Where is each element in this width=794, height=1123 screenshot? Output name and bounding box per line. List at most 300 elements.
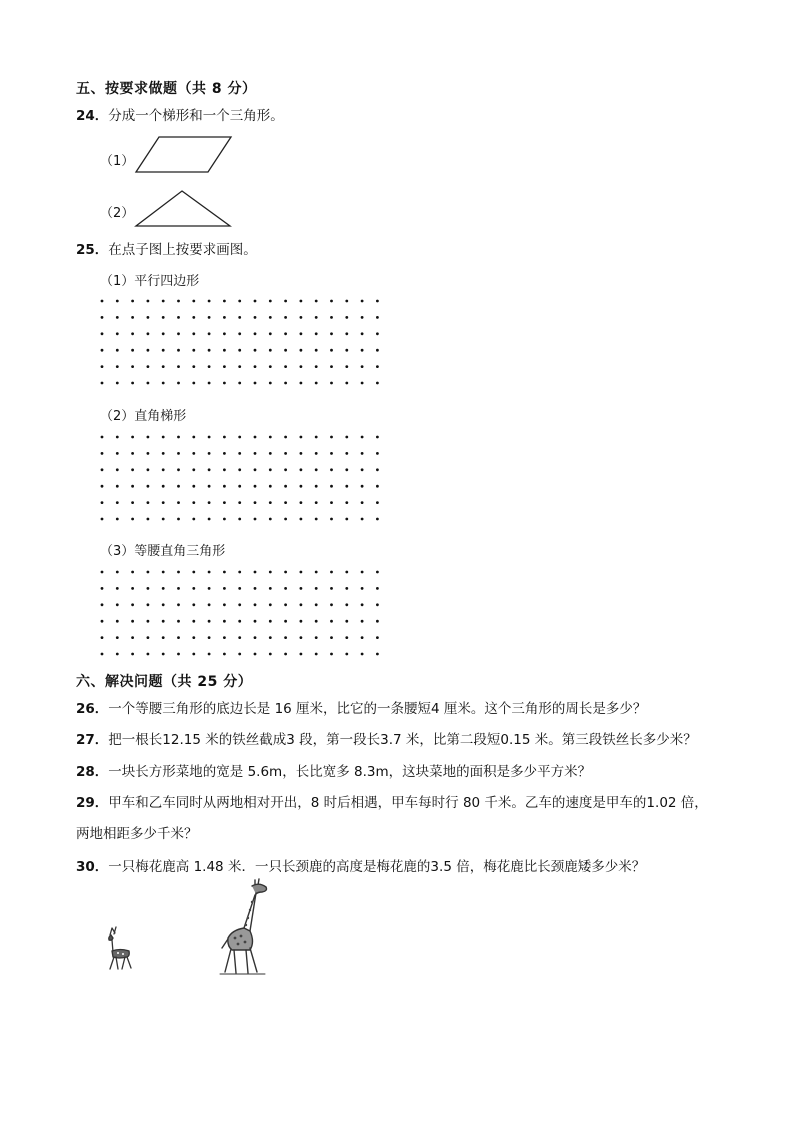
grid-dot[interactable] — [254, 587, 257, 590]
grid-dot[interactable] — [300, 332, 303, 335]
grid-dot[interactable] — [192, 332, 195, 335]
grid-dot[interactable] — [284, 485, 287, 488]
grid-dot[interactable] — [192, 587, 195, 590]
grid-dot[interactable] — [238, 603, 241, 606]
grid-dot[interactable] — [208, 382, 211, 385]
grid-dot[interactable] — [254, 571, 257, 574]
grid-dot[interactable] — [345, 587, 348, 590]
grid-dot[interactable] — [330, 349, 333, 352]
grid-dot[interactable] — [376, 332, 379, 335]
grid-dot[interactable] — [162, 332, 165, 335]
grid-dot[interactable] — [131, 436, 134, 439]
grid-dot[interactable] — [361, 300, 364, 303]
grid-dot[interactable] — [315, 468, 318, 471]
grid-dot[interactable] — [101, 636, 104, 639]
grid-dot[interactable] — [162, 518, 165, 521]
grid-dot[interactable] — [330, 653, 333, 656]
grid-dot[interactable] — [330, 468, 333, 471]
grid-dot[interactable] — [223, 571, 226, 574]
grid-dot[interactable] — [147, 332, 150, 335]
grid-dot[interactable] — [101, 485, 104, 488]
grid-dot[interactable] — [223, 518, 226, 521]
grid-dot[interactable] — [147, 349, 150, 352]
grid-dot[interactable] — [361, 468, 364, 471]
grid-dot[interactable] — [284, 300, 287, 303]
grid-dot[interactable] — [192, 436, 195, 439]
grid-dot[interactable] — [345, 300, 348, 303]
grid-dot[interactable] — [330, 571, 333, 574]
grid-dot[interactable] — [101, 316, 104, 319]
grid-dot[interactable] — [315, 365, 318, 368]
grid-dot[interactable] — [208, 349, 211, 352]
grid-dot[interactable] — [345, 349, 348, 352]
grid-dot[interactable] — [269, 485, 272, 488]
grid-dot[interactable] — [116, 653, 119, 656]
grid-dot[interactable] — [162, 382, 165, 385]
grid-dot[interactable] — [223, 587, 226, 590]
grid-dot[interactable] — [223, 382, 226, 385]
grid-dot[interactable] — [254, 316, 257, 319]
grid-dot[interactable] — [131, 636, 134, 639]
grid-dot[interactable] — [192, 518, 195, 521]
grid-dot[interactable] — [101, 587, 104, 590]
grid-dot[interactable] — [162, 365, 165, 368]
grid-dot[interactable] — [376, 349, 379, 352]
grid-dot[interactable] — [177, 382, 180, 385]
grid-dot[interactable] — [101, 603, 104, 606]
grid-dot[interactable] — [208, 653, 211, 656]
grid-dot[interactable] — [147, 518, 150, 521]
grid-dot[interactable] — [254, 653, 257, 656]
grid-dot[interactable] — [376, 571, 379, 574]
grid-dot[interactable] — [131, 518, 134, 521]
grid-dot[interactable] — [162, 349, 165, 352]
grid-dot[interactable] — [284, 316, 287, 319]
grid-dot[interactable] — [192, 300, 195, 303]
grid-dot[interactable] — [208, 316, 211, 319]
grid-dot[interactable] — [162, 468, 165, 471]
grid-dot[interactable] — [208, 620, 211, 623]
grid-dot[interactable] — [238, 332, 241, 335]
grid-dot[interactable] — [177, 501, 180, 504]
grid-dot[interactable] — [208, 436, 211, 439]
grid-dot[interactable] — [147, 501, 150, 504]
grid-dot[interactable] — [208, 300, 211, 303]
grid-dot[interactable] — [345, 518, 348, 521]
grid-dot[interactable] — [223, 349, 226, 352]
grid-dot[interactable] — [376, 587, 379, 590]
dot-grid-1[interactable] — [96, 295, 396, 390]
grid-dot[interactable] — [254, 485, 257, 488]
grid-dot[interactable] — [376, 620, 379, 623]
grid-dot[interactable] — [269, 603, 272, 606]
grid-dot[interactable] — [131, 382, 134, 385]
grid-dot[interactable] — [254, 382, 257, 385]
grid-dot[interactable] — [101, 571, 104, 574]
grid-dot[interactable] — [192, 603, 195, 606]
grid-dot[interactable] — [330, 300, 333, 303]
grid-dot[interactable] — [116, 571, 119, 574]
grid-dot[interactable] — [300, 501, 303, 504]
grid-dot[interactable] — [376, 603, 379, 606]
grid-dot[interactable] — [147, 468, 150, 471]
grid-dot[interactable] — [208, 501, 211, 504]
grid-dot[interactable] — [376, 316, 379, 319]
grid-dot[interactable] — [345, 636, 348, 639]
grid-dot[interactable] — [300, 653, 303, 656]
grid-dot[interactable] — [300, 571, 303, 574]
grid-dot[interactable] — [177, 436, 180, 439]
grid-dot[interactable] — [330, 436, 333, 439]
grid-dot[interactable] — [330, 501, 333, 504]
grid-dot[interactable] — [192, 349, 195, 352]
grid-dot[interactable] — [116, 636, 119, 639]
grid-dot[interactable] — [223, 452, 226, 455]
grid-dot[interactable] — [162, 300, 165, 303]
grid-dot[interactable] — [177, 300, 180, 303]
grid-dot[interactable] — [116, 436, 119, 439]
grid-dot[interactable] — [131, 603, 134, 606]
grid-dot[interactable] — [177, 571, 180, 574]
grid-dot[interactable] — [116, 620, 119, 623]
grid-dot[interactable] — [345, 365, 348, 368]
grid-dot[interactable] — [116, 603, 119, 606]
grid-dot[interactable] — [300, 436, 303, 439]
grid-dot[interactable] — [162, 436, 165, 439]
grid-dot[interactable] — [208, 485, 211, 488]
grid-dot[interactable] — [162, 571, 165, 574]
grid-dot[interactable] — [376, 365, 379, 368]
grid-dot[interactable] — [177, 316, 180, 319]
grid-dot[interactable] — [361, 316, 364, 319]
grid-dot[interactable] — [345, 316, 348, 319]
grid-dot[interactable] — [345, 485, 348, 488]
grid-dot[interactable] — [116, 332, 119, 335]
grid-dot[interactable] — [330, 316, 333, 319]
grid-dot[interactable] — [345, 501, 348, 504]
grid-dot[interactable] — [300, 518, 303, 521]
grid-dot[interactable] — [101, 501, 104, 504]
grid-dot[interactable] — [192, 468, 195, 471]
grid-dot[interactable] — [254, 349, 257, 352]
grid-dot[interactable] — [208, 587, 211, 590]
grid-dot[interactable] — [192, 653, 195, 656]
grid-dot[interactable] — [284, 365, 287, 368]
grid-dot[interactable] — [269, 452, 272, 455]
grid-dot[interactable] — [192, 452, 195, 455]
grid-dot[interactable] — [269, 436, 272, 439]
grid-dot[interactable] — [147, 300, 150, 303]
grid-dot[interactable] — [116, 316, 119, 319]
grid-dot[interactable] — [116, 518, 119, 521]
grid-dot[interactable] — [223, 300, 226, 303]
grid-dot[interactable] — [300, 587, 303, 590]
grid-dot[interactable] — [376, 518, 379, 521]
grid-dot[interactable] — [192, 571, 195, 574]
grid-dot[interactable] — [223, 501, 226, 504]
grid-dot[interactable] — [315, 332, 318, 335]
grid-dot[interactable] — [254, 501, 257, 504]
grid-dot[interactable] — [361, 620, 364, 623]
grid-dot[interactable] — [254, 300, 257, 303]
grid-dot[interactable] — [315, 603, 318, 606]
grid-dot[interactable] — [177, 603, 180, 606]
grid-dot[interactable] — [269, 468, 272, 471]
grid-dot[interactable] — [345, 382, 348, 385]
grid-dot[interactable] — [315, 316, 318, 319]
grid-dot[interactable] — [101, 382, 104, 385]
grid-dot[interactable] — [315, 300, 318, 303]
grid-dot[interactable] — [284, 518, 287, 521]
grid-dot[interactable] — [223, 436, 226, 439]
grid-dot[interactable] — [238, 636, 241, 639]
grid-dot[interactable] — [208, 636, 211, 639]
grid-dot[interactable] — [376, 653, 379, 656]
grid-dot[interactable] — [269, 571, 272, 574]
grid-dot[interactable] — [192, 365, 195, 368]
grid-dot[interactable] — [162, 587, 165, 590]
grid-dot[interactable] — [330, 603, 333, 606]
grid-dot[interactable] — [223, 332, 226, 335]
grid-dot[interactable] — [116, 452, 119, 455]
grid-dot[interactable] — [162, 501, 165, 504]
grid-dot[interactable] — [284, 468, 287, 471]
grid-dot[interactable] — [361, 349, 364, 352]
grid-dot[interactable] — [345, 436, 348, 439]
grid-dot[interactable] — [315, 571, 318, 574]
grid-dot[interactable] — [330, 587, 333, 590]
grid-dot[interactable] — [315, 636, 318, 639]
grid-dot[interactable] — [254, 620, 257, 623]
grid-dot[interactable] — [345, 603, 348, 606]
grid-dot[interactable] — [162, 452, 165, 455]
grid-dot[interactable] — [315, 518, 318, 521]
grid-dot[interactable] — [131, 316, 134, 319]
grid-dot[interactable] — [147, 382, 150, 385]
grid-dot[interactable] — [177, 653, 180, 656]
grid-dot[interactable] — [116, 468, 119, 471]
grid-dot[interactable] — [254, 603, 257, 606]
grid-dot[interactable] — [116, 382, 119, 385]
grid-dot[interactable] — [254, 452, 257, 455]
grid-dot[interactable] — [238, 468, 241, 471]
grid-dot[interactable] — [284, 636, 287, 639]
grid-dot[interactable] — [315, 485, 318, 488]
grid-dot[interactable] — [131, 468, 134, 471]
grid-dot[interactable] — [269, 332, 272, 335]
grid-dot[interactable] — [177, 620, 180, 623]
grid-dot[interactable] — [147, 436, 150, 439]
grid-dot[interactable] — [284, 382, 287, 385]
grid-dot[interactable] — [223, 653, 226, 656]
grid-dot[interactable] — [361, 587, 364, 590]
grid-dot[interactable] — [254, 365, 257, 368]
grid-dot[interactable] — [192, 316, 195, 319]
grid-dot[interactable] — [361, 485, 364, 488]
grid-dot[interactable] — [269, 518, 272, 521]
grid-dot[interactable] — [192, 620, 195, 623]
grid-dot[interactable] — [238, 452, 241, 455]
grid-dot[interactable] — [177, 349, 180, 352]
grid-dot[interactable] — [147, 485, 150, 488]
grid-dot[interactable] — [300, 636, 303, 639]
grid-dot[interactable] — [147, 571, 150, 574]
grid-dot[interactable] — [345, 332, 348, 335]
grid-dot[interactable] — [361, 636, 364, 639]
grid-dot[interactable] — [330, 452, 333, 455]
grid-dot[interactable] — [162, 636, 165, 639]
grid-dot[interactable] — [330, 518, 333, 521]
grid-dot[interactable] — [284, 603, 287, 606]
grid-dot[interactable] — [269, 365, 272, 368]
grid-dot[interactable] — [300, 382, 303, 385]
grid-dot[interactable] — [269, 316, 272, 319]
grid-dot[interactable] — [238, 518, 241, 521]
grid-dot[interactable] — [300, 365, 303, 368]
grid-dot[interactable] — [177, 587, 180, 590]
grid-dot[interactable] — [300, 620, 303, 623]
grid-dot[interactable] — [376, 452, 379, 455]
grid-dot[interactable] — [238, 436, 241, 439]
grid-dot[interactable] — [330, 382, 333, 385]
grid-dot[interactable] — [177, 332, 180, 335]
grid-dot[interactable] — [300, 349, 303, 352]
grid-dot[interactable] — [284, 436, 287, 439]
grid-dot[interactable] — [269, 382, 272, 385]
grid-dot[interactable] — [223, 603, 226, 606]
grid-dot[interactable] — [284, 571, 287, 574]
grid-dot[interactable] — [376, 485, 379, 488]
grid-dot[interactable] — [223, 365, 226, 368]
grid-dot[interactable] — [223, 316, 226, 319]
grid-dot[interactable] — [361, 332, 364, 335]
grid-dot[interactable] — [254, 468, 257, 471]
grid-dot[interactable] — [284, 587, 287, 590]
grid-dot[interactable] — [284, 349, 287, 352]
grid-dot[interactable] — [269, 653, 272, 656]
grid-dot[interactable] — [131, 620, 134, 623]
grid-dot[interactable] — [238, 653, 241, 656]
grid-dot[interactable] — [269, 620, 272, 623]
grid-dot[interactable] — [162, 620, 165, 623]
grid-dot[interactable] — [376, 436, 379, 439]
grid-dot[interactable] — [131, 452, 134, 455]
grid-dot[interactable] — [238, 316, 241, 319]
grid-dot[interactable] — [223, 468, 226, 471]
grid-dot[interactable] — [162, 653, 165, 656]
grid-dot[interactable] — [315, 452, 318, 455]
grid-dot[interactable] — [238, 300, 241, 303]
grid-dot[interactable] — [376, 382, 379, 385]
dot-grid-3[interactable] — [96, 566, 396, 661]
grid-dot[interactable] — [162, 485, 165, 488]
grid-dot[interactable] — [147, 587, 150, 590]
grid-dot[interactable] — [131, 365, 134, 368]
grid-dot[interactable] — [330, 365, 333, 368]
grid-dot[interactable] — [254, 436, 257, 439]
grid-dot[interactable] — [147, 316, 150, 319]
grid-dot[interactable] — [101, 452, 104, 455]
grid-dot[interactable] — [238, 365, 241, 368]
grid-dot[interactable] — [208, 468, 211, 471]
grid-dot[interactable] — [223, 485, 226, 488]
grid-dot[interactable] — [208, 571, 211, 574]
grid-dot[interactable] — [315, 501, 318, 504]
grid-dot[interactable] — [101, 349, 104, 352]
dot-grid-2[interactable] — [96, 431, 396, 526]
grid-dot[interactable] — [131, 571, 134, 574]
grid-dot[interactable] — [192, 636, 195, 639]
grid-dot[interactable] — [177, 452, 180, 455]
grid-dot[interactable] — [101, 518, 104, 521]
grid-dot[interactable] — [315, 587, 318, 590]
grid-dot[interactable] — [147, 603, 150, 606]
grid-dot[interactable] — [300, 468, 303, 471]
grid-dot[interactable] — [162, 316, 165, 319]
grid-dot[interactable] — [208, 603, 211, 606]
grid-dot[interactable] — [284, 332, 287, 335]
grid-dot[interactable] — [177, 365, 180, 368]
grid-dot[interactable] — [192, 485, 195, 488]
grid-dot[interactable] — [177, 485, 180, 488]
grid-dot[interactable] — [101, 332, 104, 335]
grid-dot[interactable] — [300, 485, 303, 488]
grid-dot[interactable] — [315, 436, 318, 439]
grid-dot[interactable] — [361, 653, 364, 656]
grid-dot[interactable] — [284, 653, 287, 656]
grid-dot[interactable] — [269, 349, 272, 352]
grid-dot[interactable] — [147, 636, 150, 639]
grid-dot[interactable] — [116, 501, 119, 504]
grid-dot[interactable] — [315, 653, 318, 656]
grid-dot[interactable] — [345, 571, 348, 574]
grid-dot[interactable] — [361, 603, 364, 606]
grid-dot[interactable] — [361, 436, 364, 439]
grid-dot[interactable] — [238, 349, 241, 352]
grid-dot[interactable] — [177, 636, 180, 639]
grid-dot[interactable] — [361, 365, 364, 368]
grid-dot[interactable] — [177, 518, 180, 521]
grid-dot[interactable] — [254, 332, 257, 335]
grid-dot[interactable] — [376, 501, 379, 504]
grid-dot[interactable] — [376, 636, 379, 639]
grid-dot[interactable] — [147, 452, 150, 455]
grid-dot[interactable] — [361, 452, 364, 455]
grid-dot[interactable] — [101, 300, 104, 303]
grid-dot[interactable] — [269, 636, 272, 639]
grid-dot[interactable] — [238, 587, 241, 590]
grid-dot[interactable] — [361, 382, 364, 385]
grid-dot[interactable] — [345, 452, 348, 455]
grid-dot[interactable] — [376, 300, 379, 303]
grid-dot[interactable] — [315, 349, 318, 352]
grid-dot[interactable] — [315, 382, 318, 385]
grid-dot[interactable] — [269, 587, 272, 590]
grid-dot[interactable] — [223, 620, 226, 623]
grid-dot[interactable] — [147, 653, 150, 656]
grid-dot[interactable] — [345, 653, 348, 656]
grid-dot[interactable] — [284, 620, 287, 623]
grid-dot[interactable] — [284, 452, 287, 455]
grid-dot[interactable] — [131, 349, 134, 352]
grid-dot[interactable] — [345, 620, 348, 623]
grid-dot[interactable] — [101, 365, 104, 368]
grid-dot[interactable] — [208, 452, 211, 455]
grid-dot[interactable] — [238, 620, 241, 623]
grid-dot[interactable] — [269, 300, 272, 303]
grid-dot[interactable] — [131, 587, 134, 590]
grid-dot[interactable] — [162, 603, 165, 606]
